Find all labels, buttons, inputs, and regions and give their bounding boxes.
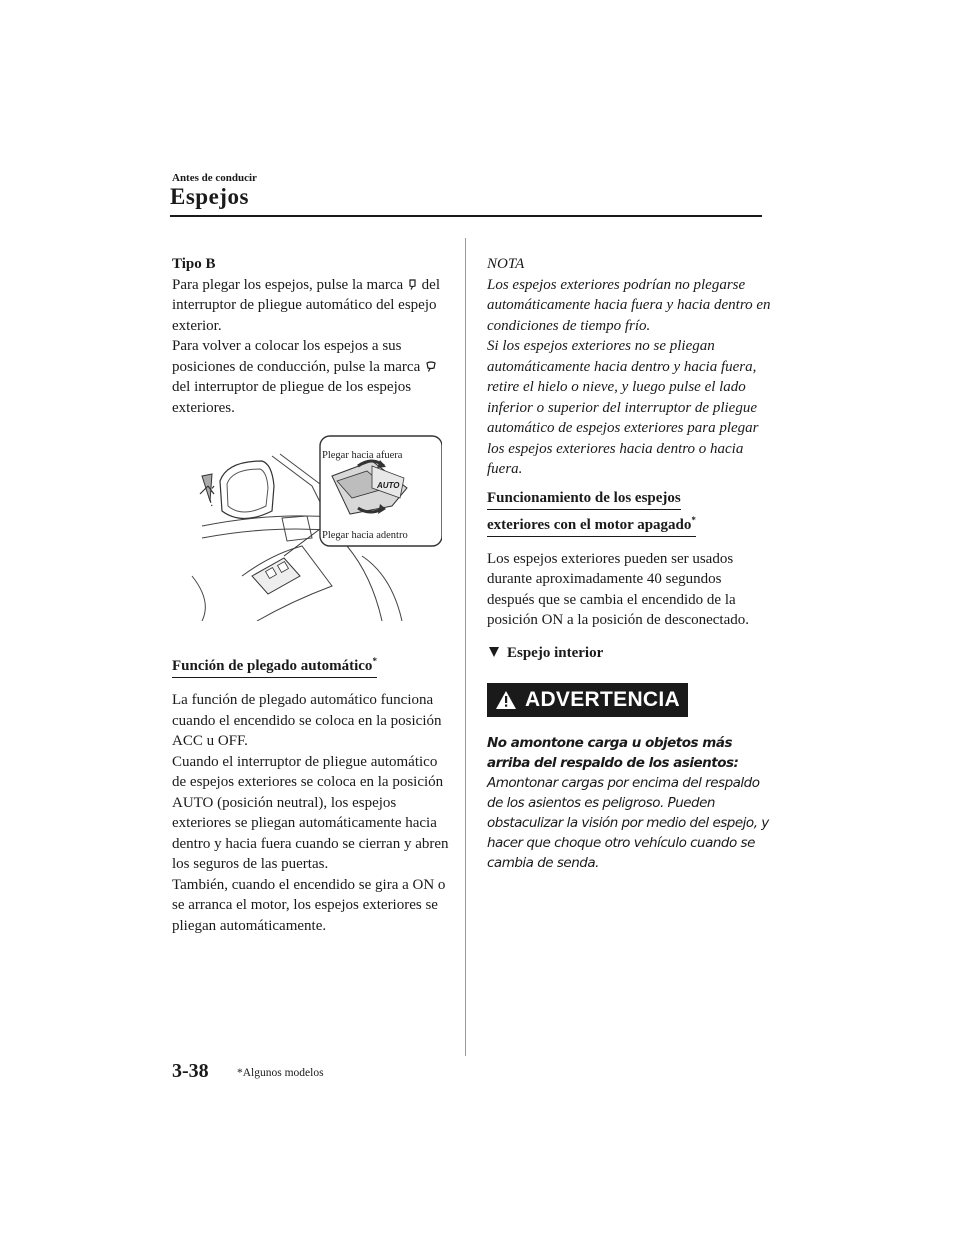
engine-off-heading-line-2: exteriores con el motor apagado [487,516,692,533]
auto-fold-paragraph-2: Cuando el interruptor de pliegue automático de espejos exteriores se coloca en la posición AUTO (posición neutral), los espejos exteriores se pliegan automáticamente hacia dentro y hacia fuera cuando se cierran y abren los seguros de las puertas. [172,753,449,872]
fold-out-label: Plegar hacia afuera [322,450,403,461]
warning-triangle-icon [495,690,517,710]
unfold-instruction-text-2: del interruptor de pliegue de los espejos exteriores. [172,379,412,416]
footnote-marker: * [372,656,377,666]
page-title: Espejos [170,184,249,209]
fold-instruction-text: Para plegar los espejos, pulse la marca [172,276,404,293]
note-paragraph-1: Los espejos exteriores podrían no plegarse automáticamente hacia fuera y hacia dentro en condiciones de tiempo frío. [487,276,771,334]
interior-mirror-heading-text: Espejo interior [507,644,604,661]
right-column [487,254,772,873]
mirror-fold-icon [409,279,416,290]
fold-in-label: Plegar hacia adentro [322,530,408,541]
column-divider [465,238,466,1056]
unfold-instruction [172,336,452,418]
fold-instruction-text-2: del interruptor de pliegue automático del espejo exterior. [172,276,440,334]
unfold-instruction-text: Para volver a colocar los espejos a sus posiciones de conducción, pulse la marca [172,338,421,375]
left-column [172,254,452,936]
page-number: 3-38 [172,1060,209,1082]
footnote: *Algunos modelos [237,1067,324,1079]
header-rule [170,215,762,217]
auto-fold-heading-text: Función de plegado automático [172,658,373,674]
fold-instruction [172,275,452,337]
warning-bold-text: No amontone carga u objetos más arriba del respaldo de los asientos: [487,735,739,771]
mirror-switch-illustration [172,426,442,621]
auto-fold-heading [172,651,377,678]
engine-off-heading-2 [487,510,696,537]
note-paragraph-2: Si los espejos exteriores no se pliegan automáticamente hacia dentro y hacia fuera, retire el hielo o nieve, y luego pulse el lado inferior o superior del interruptor de pliegue automático de espejos exteriores para plegar los espejos exteriores hacia dentro o hacia fuera. [487,338,759,477]
warning-label: ADVERTENCIA [525,687,680,711]
mirror-unfold-icon [426,361,436,372]
warning-body-text: Amontonar cargas por encima del respaldo de los asientos es peligroso. Pueden obstaculizar la visión por medio del espejo, y hacer que choque otro vehículo cuando se cambia de senda. [487,775,769,871]
auto-fold-paragraph-3: También, cuando el encendido se gira a ON o se arranca el motor, los espejos exteriores se pliegan automáticamente. [172,876,446,934]
footnote-marker: * [691,514,696,525]
section-label: Antes de conducir [172,172,257,184]
switch-auto-text: AUTO [377,481,400,490]
triangle-down-icon [489,647,499,657]
note-heading: NOTA [487,256,525,272]
interior-mirror-heading [487,643,772,664]
auto-fold-paragraph-1: La función de plegado automático funciona cuando el encendido se coloca en la posición ACC u OFF. [172,692,442,749]
engine-off-heading [487,488,681,510]
engine-off-heading-line-1: Funcionamiento de los espejos [487,489,681,506]
engine-off-paragraph: Los espejos exteriores pueden ser usados durante aproximadamente 40 segundos después que se cambia el encendido de la posición ON a la posición de desconectado. [487,550,750,628]
warning-banner [487,683,688,717]
type-b-heading: Tipo B [172,256,216,272]
